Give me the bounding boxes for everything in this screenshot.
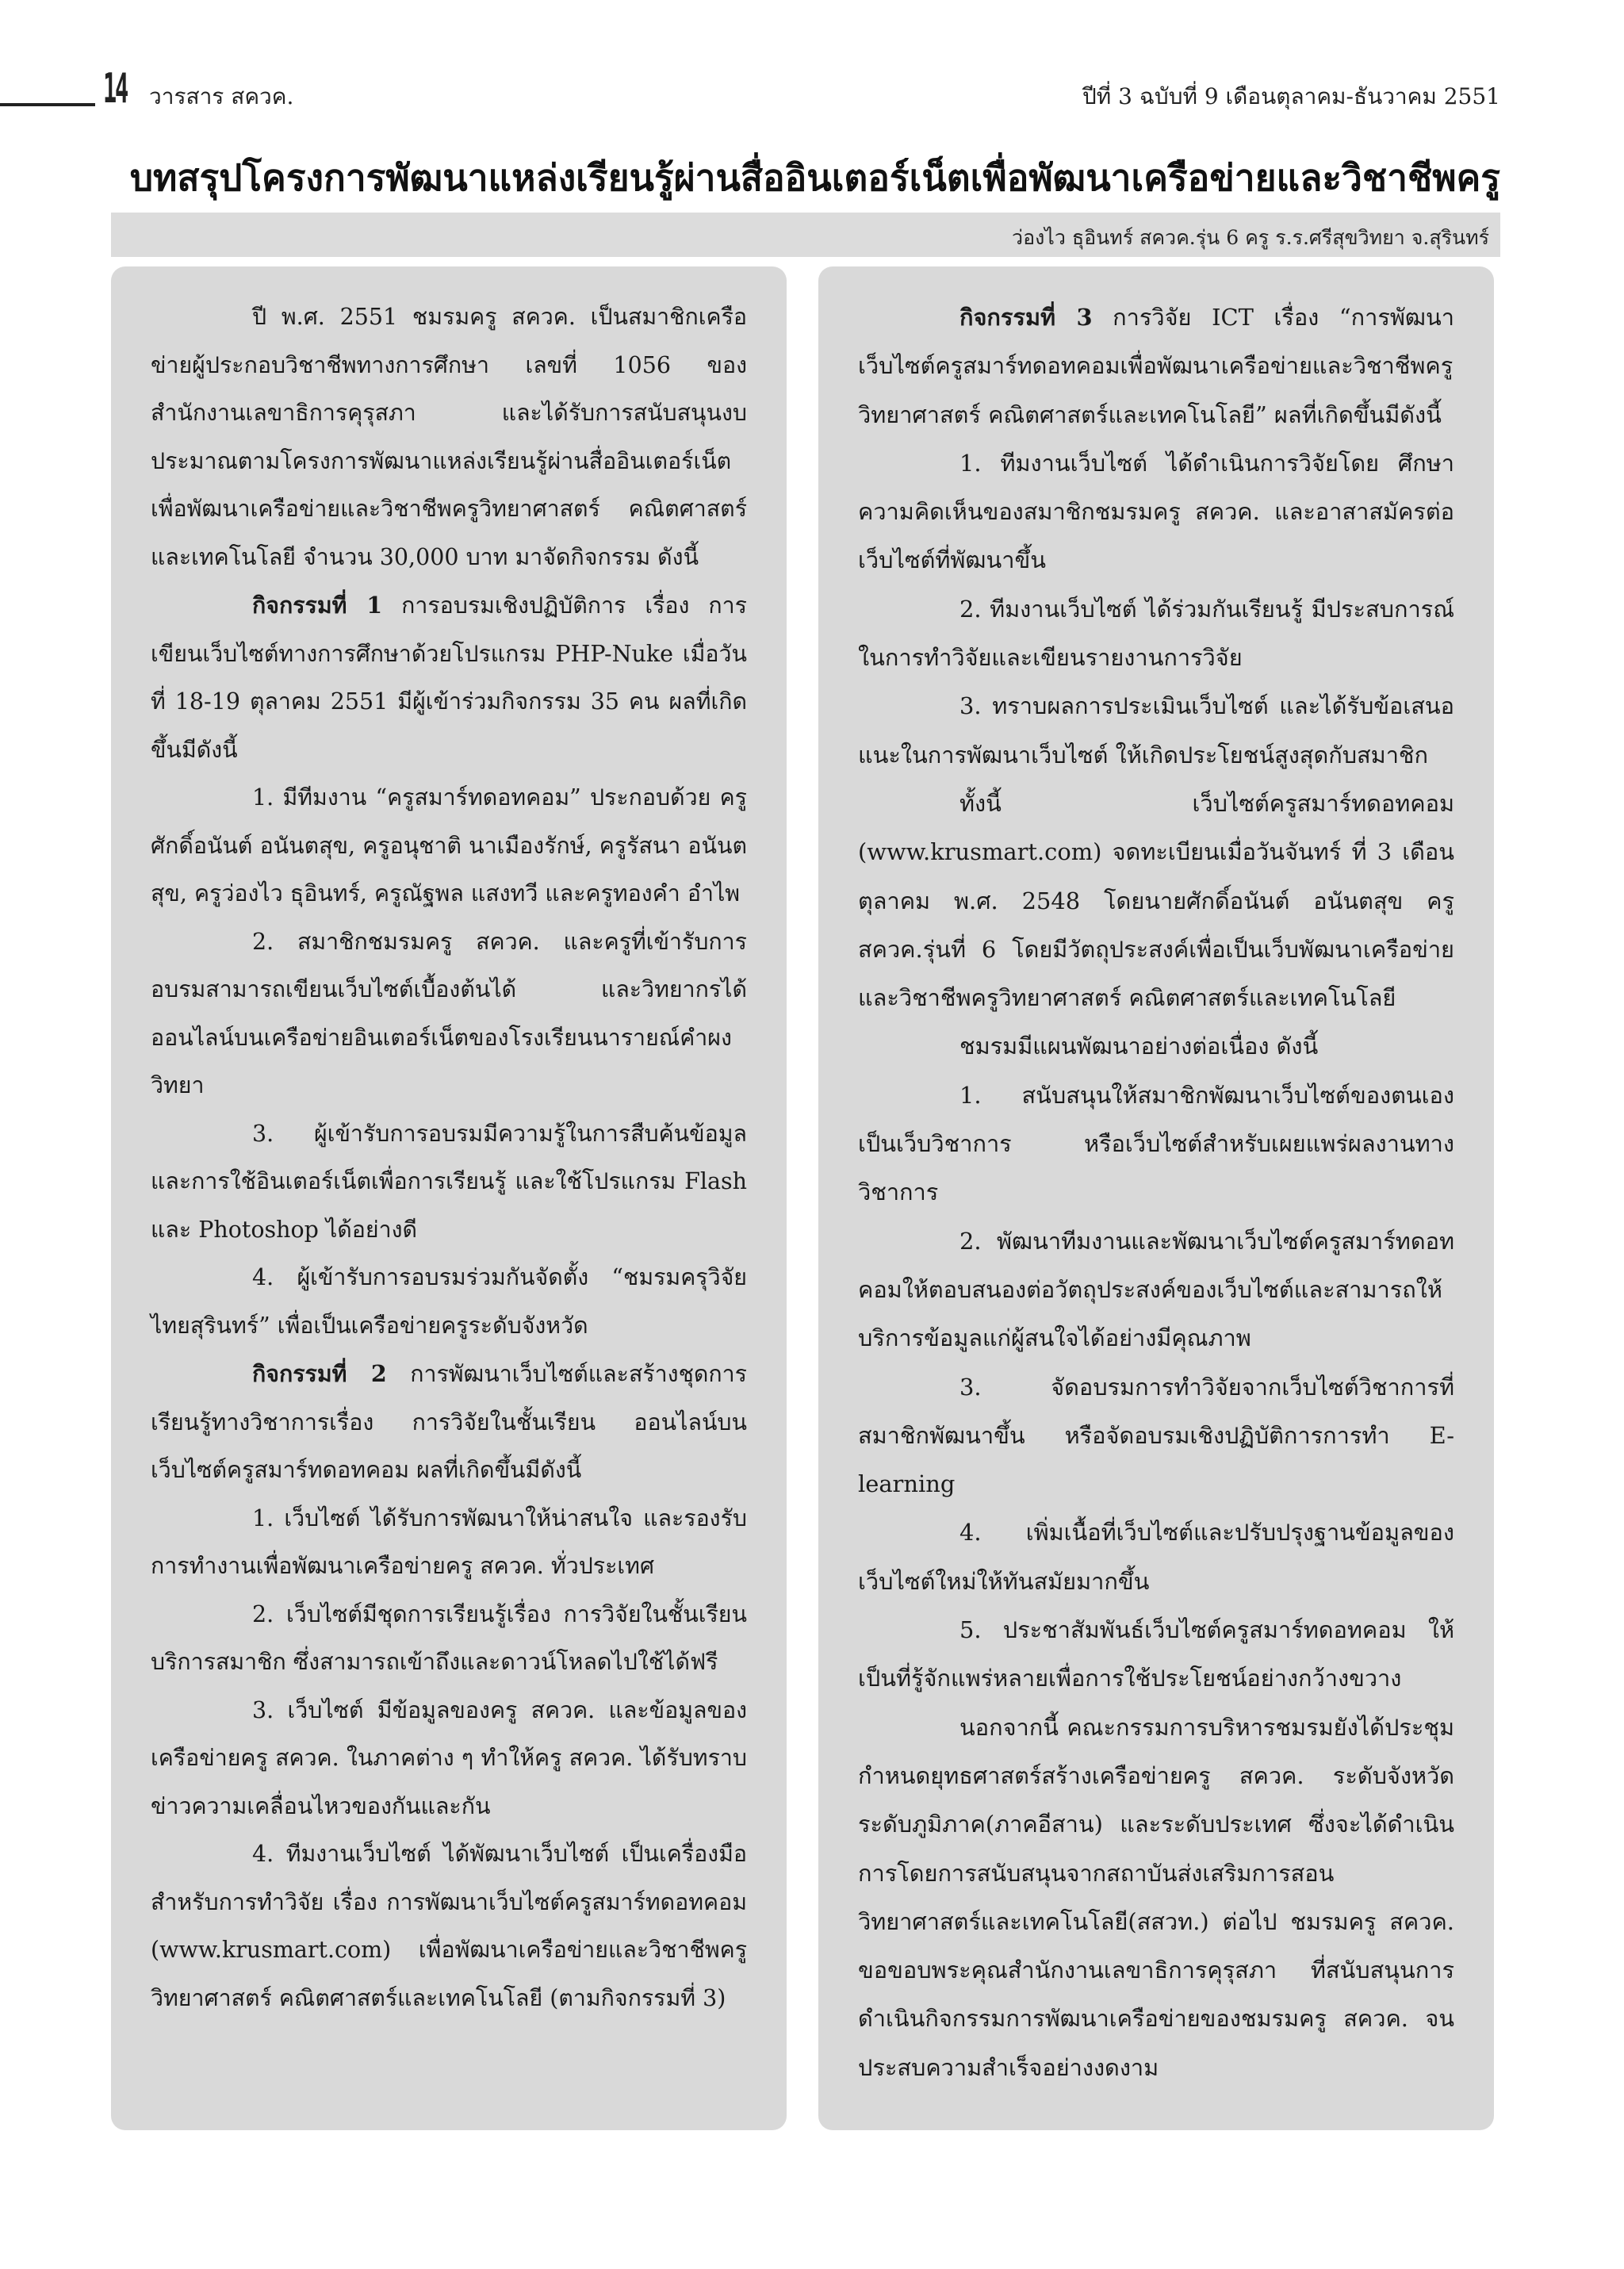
plan-item: 5. ประชาสัมพันธ์เว็บไซต์ครูสมาร์ทดอทคอม ให้เป็นที่รู้จักแพร่หลายเพื่อการใช้ประโยชน์อย่างกว้างขวาง bbox=[858, 1616, 1454, 1692]
activity-3-paragraph bbox=[858, 293, 1454, 439]
header-rule bbox=[0, 103, 95, 106]
activity-3-item: 3. ทราบผลการประเมินเว็บไซต์ และได้รับข้อเสนอแนะในการพัฒนาเว็บไซต์ ให้เกิดประโยชน์สูงสุดกับสมาชิก bbox=[858, 692, 1454, 768]
plan-intro: ชมรมมีแผนพัฒนาอย่างต่อเนื่อง ดังนี้ bbox=[959, 1033, 1319, 1060]
activity-3-label: กิจกรรมที่ 3 bbox=[959, 304, 1093, 331]
activity-1-text: การอบรมเชิงปฏิบัติการ เรื่อง การเขียนเว็บไซต์ทางการศึกษาด้วยโปรแกรม PHP-Nuke เมื่อวันที่ 18-19 ตุลาคม 2551 มีผู้เข้าร่วมกิจกรรม 35 คน ผลที่เกิดขึ้นมีดังนี้ bbox=[151, 592, 747, 763]
activity-3-item: 2. ทีมงานเว็บไซต์ ได้ร่วมกันเรียนรู้ มีประสบการณ์ในการทำวิจัยและเขียนรายงานการวิจัย bbox=[858, 595, 1454, 672]
issue-info: ปีที่ 3 ฉบับที่ 9 เดือนตุลาคม-ธันวาคม 2551 bbox=[1082, 83, 1500, 109]
activity-3-item: 1. ทีมงานเว็บไซต์ ได้ดำเนินการวิจัยโดย ศึกษาความคิดเห็นของสมาชิกชมรมครู สควค. และอาสาสมัครต่อเว็บไซต์ที่พัฒนาขึ้น bbox=[858, 449, 1454, 574]
right-column bbox=[818, 266, 1494, 2130]
activity-2-item: 3. เว็บไซต์ มีข้อมูลของครู สควค. และข้อมูลของเครือข่ายครู สควค. ในภาคต่าง ๆ ทำให้ครู สควค. ได้รับทราบข่าวความเคลื่อนไหวของกันและกัน bbox=[151, 1696, 747, 1819]
intro-paragraph: ปี พ.ศ. 2551 ชมรมครู สควค. เป็นสมาชิกเครือข่ายผู้ประกอบวิชาชีพทางการศึกษา เลขที่ 1056 ของสำนักงานเลขาธิการคุรุสภา และได้รับการสนับสนุนงบประมาณตามโครงการพัฒนาแหล่งเรียนรู้ผ่านสื่ออินเตอร์เน็ตเพื่อพัฒนาเครือข่ายและวิชาชีพครูวิทยาศาสตร์ คณิตศาสตร์และเทคโนโลยี จำนวน 30,000 บาท มาจัดกิจกรรม ดังนี้ bbox=[151, 304, 747, 570]
journal-name: วารสาร สควค. bbox=[149, 83, 294, 109]
plan-item: 3. จัดอบรมการทำวิจัยจากเว็บไซต์วิชาการที่สมาชิกพัฒนาขึ้น หรือจัดอบรมเชิงปฏิบัติการการทำ E-learning bbox=[858, 1373, 1454, 1498]
activity-2-text: การพัฒนาเว็บไซต์และสร้างชุดการเรียนรู้ทางวิชาการเรื่อง การวิจัยในชั้นเรียน ออนไลน์บนเว็บไซต์ครูสมาร์ทดอทคอม ผลที่เกิดขึ้นมีดังนี้ bbox=[151, 1361, 747, 1483]
activity-1-item: 4. ผู้เข้ารับการอบรมร่วมกันจัดตั้ง “ชมรมครุวิจัยไทยสุรินทร์” เพื่อเป็นเครือข่ายครูระดับจังหวัด bbox=[151, 1264, 747, 1339]
activity-2-paragraph bbox=[151, 1350, 747, 1495]
page-number: 14 bbox=[103, 65, 128, 113]
activity-1-label: กิจกรรมที่ 1 bbox=[252, 592, 383, 619]
article-author: ว่องไว ธุอินทร์ สควค.รุ่น 6 ครู ร.ร.ศรีสุขวิทยา จ.สุรินทร์ bbox=[1012, 226, 1489, 249]
activity-1-item: 2. สมาชิกชมรมครู สควค. และครูที่เข้ารับการอบรมสามารถเขียนเว็บไซต์เบื้องต้นได้ และวิทยากรได้ออนไลน์บนเครือข่ายอินเตอร์เน็ตของโรงเรียนนารายณ์คำผงวิทยา bbox=[151, 928, 747, 1098]
left-column bbox=[111, 266, 787, 2130]
activity-1-item: 1. มีทีมงาน “ครูสมาร์ทดอทคอม” ประกอบด้วย ครูศักดิ์อนันต์ อนันตสุข, ครูอนุชาติ นาเมืองรักษ์, ครูรัสนา อนันตสุข, ครูว่องไว ธุอินทร์, ครูณัฐพล แสงทวี และครูทองคำ อำไพ bbox=[151, 784, 747, 906]
plan-item: 1. สนับสนุนให้สมาชิกพัฒนาเว็บไซต์ของตนเองเป็นเว็บวิชาการ หรือเว็บไซต์สำหรับเผยแพร่ผลงานทางวิชาการ bbox=[858, 1081, 1454, 1206]
activity-2-item: 1. เว็บไซต์ ได้รับการพัฒนาให้น่าสนใจ และรองรับการทำงานเพื่อพัฒนาเครือข่ายครู สควค. ทั่วประเทศ bbox=[151, 1504, 747, 1579]
author-bar bbox=[111, 213, 1500, 257]
plan-item: 2. พัฒนาทีมงานและพัฒนาเว็บไซต์ครูสมาร์ทดอทคอมให้ตอบสนองต่อวัตถุประสงค์ของเว็บไซต์และสามารถให้บริการข้อมูลแก่ผู้สนใจได้อย่างมีคุณภาพ bbox=[858, 1227, 1454, 1352]
activity-2-label: กิจกรรมที่ 2 bbox=[252, 1360, 387, 1387]
article-title: บทสรุปโครงการพัฒนาแหล่งเรียนรู้ผ่านสื่ออินเตอร์เน็ตเพื่อพัฒนาเครือข่ายและวิชาชีพครู bbox=[129, 156, 1500, 199]
plan-item: 4. เพิ่มเนื้อที่เว็บไซต์และปรับปรุงฐานข้อมูลของเว็บไซต์ใหม่ให้ทันสมัยมากขึ้น bbox=[858, 1519, 1454, 1595]
activity-2-item: 4. ทีมงานเว็บไซต์ ได้พัฒนาเว็บไซต์ เป็นเครื่องมือสำหรับการทำวิจัย เรื่อง การพัฒนาเว็บไซต์ครูสมาร์ทดอทคอม (www.krusmart.com) เพื่อพัฒนาเครือข่ายและวิชาชีพครูวิทยาศาสตร์ คณิตศาสตร์และเทคโนโลยี (ตามกิจกรรมที่ 3) bbox=[151, 1841, 747, 2011]
activity-3-text: การวิจัย ICT เรื่อง “การพัฒนาเว็บไซต์ครูสมาร์ทดอทคอมเพื่อพัฒนาเครือข่ายและวิชาชีพครูวิทยาศาสตร์ คณิตศาสตร์และเทคโนโลยี” ผลที่เกิดขึ้นมีดังนี้ bbox=[858, 304, 1454, 428]
closing-paragraph: นอกจากนี้ คณะกรรมการบริหารชมรมยังได้ประชุมกำหนดยุทธศาสตร์สร้างเครือข่ายครู สควค. ระดับจังหวัด ระดับภูมิภาค(ภาคอีสาน) และระดับประเทศ ซึ่งจะได้ดำเนินการโดยการสนับสนุนจากสถาบันส่งเสริมการสอนวิทยาศาสตร์และเทคโนโลยี(สสวท.) ต่อไป ชมรมครู สควค. ขอขอบพระคุณสำนักงานเลขาธิการคุรุสภา ที่สนับสนุนการดำเนินกิจกรรมการพัฒนาเครือข่ายของชมรมครู สควค. จนประสบความสำเร็จอย่างงดงาม bbox=[858, 1713, 1454, 2081]
activity-1-paragraph bbox=[151, 581, 747, 774]
website-paragraph: ทั้งนี้ เว็บไซต์ครูสมาร์ทดอทคอม (www.krusmart.com) จดทะเบียนเมื่อวันจันทร์ ที่ 3 เดือนตุลาคม พ.ศ. 2548 โดยนายศักดิ์อนันต์ อนันตสุข ครู สควค.รุ่นที่ 6 โดยมีวัตถุประสงค์เพื่อเป็นเว็บพัฒนาเครือข่ายและวิชาชีพครูวิทยาศาสตร์ คณิตศาสตร์และเทคโนโลยี bbox=[858, 789, 1454, 1012]
activity-2-item: 2. เว็บไซต์มีชุดการเรียนรู้เรื่อง การวิจัยในชั้นเรียนบริการสมาชิก ซึ่งสามารถเข้าถึงและดาวน์โหลดไปใช้ได้ฟรี bbox=[151, 1600, 747, 1675]
activity-1-item: 3. ผู้เข้ารับการอบรมมีความรู้ในการสืบค้นข้อมูลและการใช้อินเตอร์เน็ตเพื่อการเรียนรู้ และใช้โปรแกรม Flash และ Photoshop ได้อย่างดี bbox=[151, 1120, 747, 1243]
